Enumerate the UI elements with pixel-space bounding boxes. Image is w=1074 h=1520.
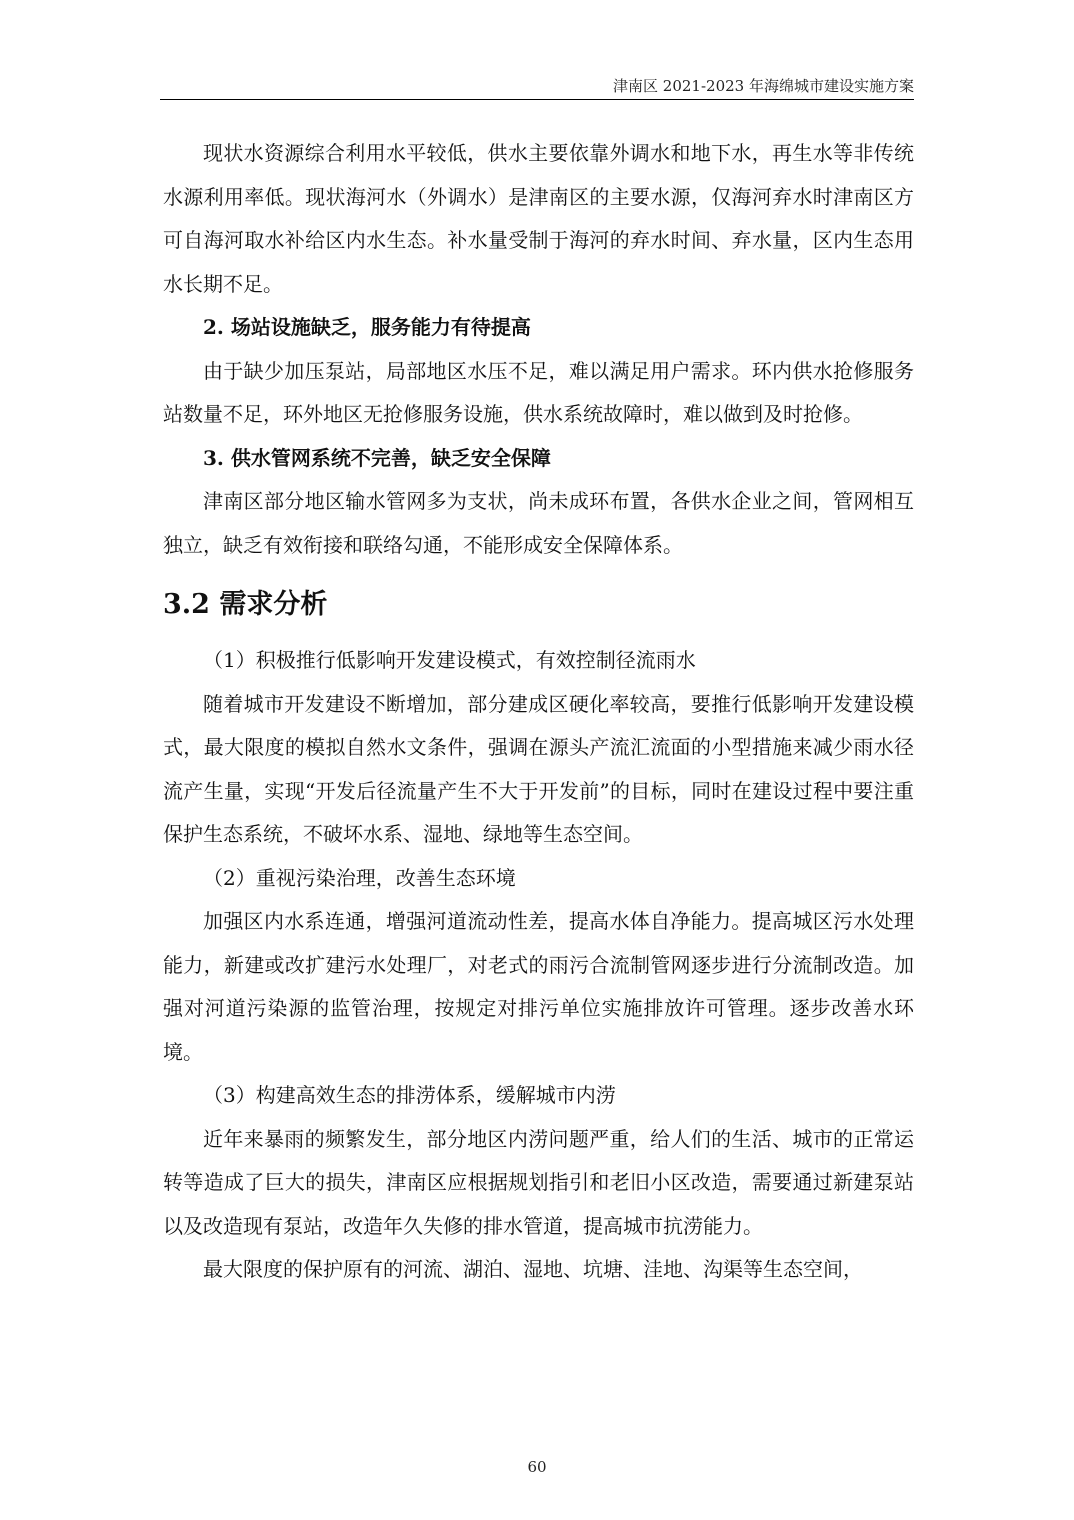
section-heading: 3.2 需求分析 [163,589,328,620]
demand-item-1: （1）积极推行低影响开发建设模式，有效控制径流雨水 [203,648,696,672]
subheading-stations: 2. 场站设施缺乏，服务能力有待提高 [203,315,531,339]
paragraph-water-resources: 现状水资源综合利用水平较低，供水主要依靠外调水和地下水，再生水等非传统水源利用率低。现状海河水（外调水）是津南区的主要水源，仅海河弃水时津南区方可自海河取水补给区内水生态。补水量受制于海河的弃水时间、弃水量，区内生态用水长期不足。 [163,141,914,296]
page-body [163,132,914,1292]
demand-item-3: （3）构建高效生态的排涝体系，缓解城市内涝 [203,1083,616,1107]
paragraph-low-impact: 随着城市开发建设不断增加，部分建成区硬化率较高，要推行低影响开发建设模式，最大限度的模拟自然水文条件，强调在源头产流汇流面的小型措施来减少雨水径流产生量，实现“开发后径流量产生不大于开发前”的目标，同时在建设过程中要注重保护生态系统，不破坏水系、湿地、绿地等生态空间。 [163,691,914,846]
paragraph-stations: 由于缺少加压泵站，局部地区水压不足，难以满足用户需求。环内供水抢修服务站数量不足，环外地区无抢修服务设施，供水系统故障时，难以做到及时抢修。 [163,358,914,426]
running-header: 津南区 2021-2023 年海绵城市建设实施方案 [613,77,914,95]
paragraph-pollution: 加强区内水系连通，增强河道流动性差，提高水体自净能力。提高城区污水处理能力，新建或改扩建污水处理厂，对老式的雨污合流制管网逐步进行分流制改造。加强对河道污染源的监管治理，按规定对排污单位实施排放许可管理。逐步改善水环境。 [163,909,914,1064]
paragraph-ecology: 最大限度的保护原有的河流、湖泊、湿地、坑塘、洼地、沟渠等生态空间， [203,1257,863,1281]
header-divider [160,99,914,100]
subheading-pipe-network: 3. 供水管网系统不完善，缺乏安全保障 [203,445,551,470]
demand-item-2: （2）重视污染治理，改善生态环境 [203,865,516,890]
paragraph-drainage: 近年来暴雨的频繁发生，部分地区内涝问题严重，给人们的生活、城市的正常运转等造成了巨大的损失，津南区应根据规划指引和老旧小区改造，需要通过新建泵站以及改造现有泵站，改造年久失修的排水管道，提高城市抗涝能力。 [163,1126,914,1238]
page-number: 60 [527,1458,547,1476]
paragraph-pipe-network: 津南区部分地区输水管网多为支状，尚未成环布置，各供水企业之间，管网相互独立，缺乏有效衔接和联络勾通，不能形成安全保障体系。 [163,489,914,557]
